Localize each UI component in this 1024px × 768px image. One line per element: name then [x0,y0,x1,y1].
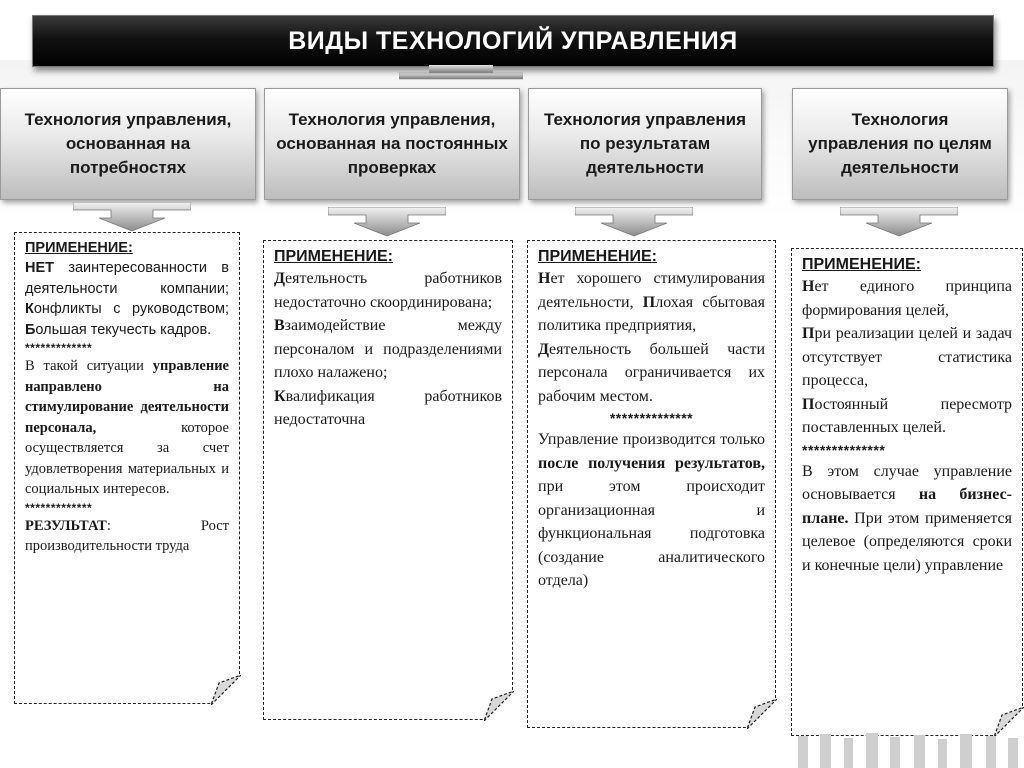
application-panel-checks [263,240,513,720]
separator-stars: ************** [609,410,694,426]
application-item: Взаимодействие между персоналом и подразделениями плохо налажено; [274,317,502,381]
result-text: РЕЗУЛЬТАТ: Рост производительности труда [25,517,229,554]
down-arrow-icon [575,207,693,237]
panel-heading: ПРИМЕНЕНИЕ: [802,256,921,273]
tech-box-label: Технология управления, основанная на потребностях [24,110,232,177]
solution-text: В этом случае управление основывается на бизнес-плане. При этом применяется целевое (определяются сроки и конечные цели) управление [802,462,1012,574]
tech-box-label: Технология управления по результатам деятельности [543,110,747,177]
panel-heading: ПРИМЕНЕНИЕ: [274,248,393,265]
down-arrow-icon [840,207,958,237]
problem-text: Деятельность большей части персонала ограничивается их рабочим местом. [538,340,765,405]
separator-stars: ************** [802,441,886,458]
tech-box-goals [792,88,1008,200]
page-fold-icon [211,675,241,705]
down-arrow-icon [73,202,191,232]
application-item: При реализации целей и задач отсутствует статистика процесса, [802,325,1012,389]
tech-box-needs [0,88,256,200]
problem-text: Нет хорошего стимулирования деятельности, Плохая сбытовая политика предприятия, [538,270,765,334]
problem-text: НЕТ заинтересованности в деятельности компании; Конфликты с руководством; Большая текучесть кадров. [25,260,229,338]
application-panel-goals [791,248,1023,736]
panel-heading: ПРИМЕНЕНИЕ: [25,240,133,256]
application-item: Нет единого принципа формирования целей, [802,278,1012,319]
tech-box-label: Технология управления, основанная на постоянных проверках [276,110,508,177]
application-item: Деятельность работников недостаточно скоординирована; [274,270,502,311]
title-connector [399,65,523,81]
diagram-title-bar [32,15,994,67]
panel-heading: ПРИМЕНЕНИЕ: [538,248,657,265]
diagram-title: ВИДЫ ТЕХНОЛОГИЙ УПРАВЛЕНИЯ [288,26,738,55]
application-panel-needs [14,232,240,704]
application-item: Постоянный пересмотр поставленных целей. [802,395,1012,436]
tech-box-label: Технология управления по целям деятельности [808,110,992,177]
down-arrow-icon [328,207,446,237]
page-fold-icon [747,699,777,729]
solution-text: Управление производится только после получения результатов, при этом происходит организационная и функциональная подготовка (создание аналитического отдела) [538,431,765,589]
page-fold-icon [484,691,514,721]
separator-stars: ************* [25,500,93,515]
people-silhouette-icon [790,730,1024,768]
application-item: Квалификация работников недостаточна [274,387,502,428]
solution-text: В такой ситуации управление направлено на стимулирование деятельности персонала, которое осуществляется за счет удовлетворения материальных и социальных интересов. [25,358,229,497]
separator-stars: ************* [25,341,93,355]
tech-box-results [528,88,762,200]
application-panel-results [527,240,776,728]
tech-box-checks [264,88,520,200]
